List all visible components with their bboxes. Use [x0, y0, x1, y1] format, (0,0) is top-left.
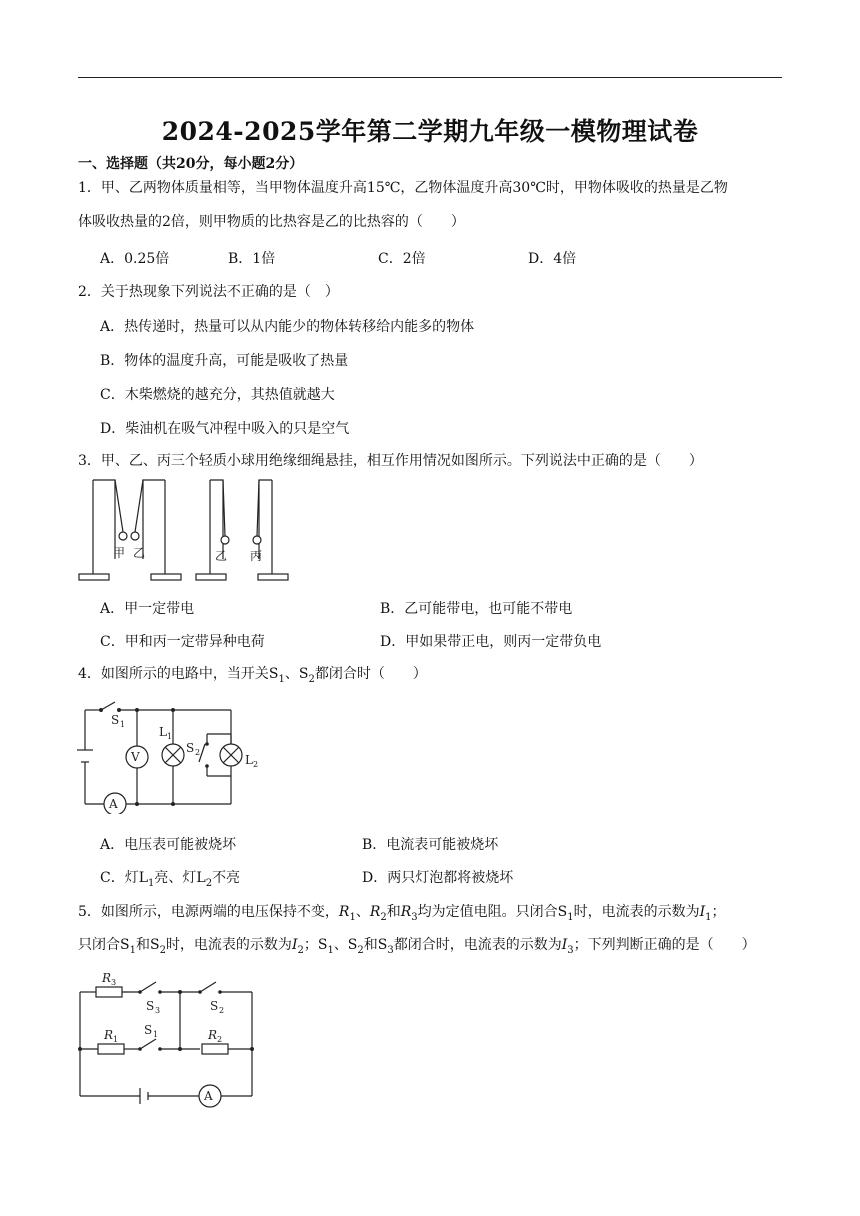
- q4-option-a[interactable]: A．电压表可能被烧坏: [100, 837, 237, 853]
- q5-sub: 3: [411, 911, 418, 923]
- q5-sub: 1: [567, 911, 574, 923]
- q4-s2-sub: 2: [195, 748, 201, 757]
- q5-var: I: [291, 937, 298, 953]
- q4-stem-part: 都闭合时（ ）: [314, 666, 427, 682]
- exam-title: 2024-2025学年第二学期九年级一模物理试卷: [161, 117, 699, 146]
- q5-text: 和S: [363, 937, 388, 953]
- q3-figure-charged-balls: [75, 474, 295, 586]
- q5-sub: 1: [129, 944, 136, 956]
- q4-option-b[interactable]: B．电流表可能被烧坏: [362, 837, 499, 853]
- header-rule: [78, 77, 782, 78]
- q4-stem: [78, 664, 427, 690]
- q5-s2-sub: 2: [219, 1006, 225, 1015]
- q3-base-3: [196, 574, 226, 580]
- q3-ball-bing: [253, 536, 261, 544]
- q5-stem-line2: [78, 935, 756, 961]
- q5-ammeter-label: A: [204, 1089, 213, 1103]
- q2-stem: 2．关于热现象下列说法不正确的是（ ）: [78, 284, 339, 300]
- q5-var: I: [699, 904, 706, 920]
- q5-resistor-r3: [96, 987, 122, 997]
- q3-option-c[interactable]: C．甲和丙一定带异种电荷: [100, 634, 265, 650]
- q4-option-c-sub: 2: [205, 877, 213, 889]
- q4-voltmeter-label: V: [131, 750, 140, 764]
- q5-stem-line1: [78, 902, 726, 928]
- q5-sub: 1: [327, 944, 334, 956]
- q5-text: ；下列判断正确的是（ ）: [573, 937, 756, 953]
- q5-text: ；: [711, 904, 726, 920]
- q2-option-d[interactable]: D．柴油机在吸气冲程中吸入的只是空气: [100, 421, 350, 437]
- q5-text: 、: [355, 904, 370, 920]
- q3-label-yi-2: 乙: [215, 549, 228, 563]
- q5-text: 只闭合S: [78, 937, 130, 953]
- q1-option-d[interactable]: D．4倍: [528, 251, 577, 267]
- q4-l2-sub: 2: [253, 760, 259, 769]
- section-heading: 一、选择题（共20分，每小题2分）: [78, 156, 304, 172]
- q5-r1-sub: 1: [113, 1035, 119, 1044]
- q5-r1-label: R: [104, 1028, 114, 1042]
- q5-text: 和S: [135, 937, 160, 953]
- q1-option-c[interactable]: C．2倍: [378, 251, 426, 267]
- q3-label-yi: 乙: [133, 546, 146, 560]
- q4-option-c-sub: 1: [148, 877, 155, 889]
- q5-figure-circuit: [72, 968, 264, 1108]
- q5-sub: 1: [349, 911, 356, 923]
- q4-s1-sub: 1: [120, 720, 126, 729]
- q5-resistor-r1: [98, 1044, 124, 1054]
- q4-s1-label: S: [111, 713, 120, 727]
- q3-ball-yi-2: [221, 536, 229, 544]
- q5-text: 均为定值电阻。只闭合S: [417, 904, 568, 920]
- q5-sub: 1: [705, 911, 712, 923]
- q3-label-jia: 甲: [113, 546, 126, 560]
- q3-base-4: [258, 574, 288, 580]
- q5-sub: 3: [567, 944, 574, 956]
- q3-ball-jia: [119, 532, 127, 540]
- q3-base-1: [79, 574, 109, 580]
- q3-label-bing: 丙: [250, 549, 263, 563]
- q5-switch-s3-blade: [140, 982, 156, 992]
- q4-l1-label: L: [159, 725, 167, 739]
- q5-switch-s1-blade: [140, 1039, 156, 1049]
- q5-r2-label: R: [208, 1028, 218, 1042]
- q1-option-b[interactable]: B．1倍: [228, 251, 276, 267]
- q1-stem-line1: 1．甲、乙两物体质量相等，当甲物体温度升高15℃，乙物体温度升高30℃时，甲物体吸收的热量是乙物: [78, 180, 728, 196]
- q5-text: ；S: [303, 937, 328, 953]
- q4-s2-label: S: [186, 741, 195, 755]
- q5-sub: 2: [297, 944, 304, 956]
- q1-stem-line2: 体吸收热量的2倍，则甲物质的比热容是乙的比热容的（ ）: [78, 214, 465, 230]
- q5-s1-sub: 1: [153, 1030, 159, 1039]
- q4-switch-s1-blade: [101, 702, 115, 710]
- q3-option-d[interactable]: D．甲如果带正电，则丙一定带负电: [380, 634, 602, 650]
- q4-option-d[interactable]: D．两只灯泡都将被烧坏: [362, 870, 514, 886]
- q3-base-2: [151, 574, 181, 580]
- q5-text: 、S: [333, 937, 358, 953]
- q5-sub: 3: [387, 944, 394, 956]
- q4-option-c-part: C．灯L: [100, 870, 149, 886]
- q5-text: 5．如图所示，电源两端的电压保持不变，: [78, 904, 339, 920]
- q4-stem-sub: 1: [278, 673, 285, 685]
- q5-resistor-r2: [202, 1044, 228, 1054]
- q5-var: R: [369, 904, 381, 920]
- q5-var: I: [561, 937, 568, 953]
- q5-s3-sub: 3: [155, 1006, 161, 1015]
- q2-option-c[interactable]: C．木柴燃烧的越充分，其热值就越大: [100, 387, 335, 403]
- q5-text: 时，电流表的示数为: [573, 904, 700, 920]
- q4-figure-circuit: [75, 694, 275, 814]
- q3-option-b[interactable]: B．乙可能带电，也可能不带电: [380, 601, 573, 617]
- q5-text: 都闭合时，电流表的示数为: [393, 937, 562, 953]
- q5-var: R: [400, 904, 412, 920]
- q5-sub: 2: [159, 944, 166, 956]
- q5-sub: 2: [380, 911, 387, 923]
- q5-switch-s2-blade: [200, 982, 216, 992]
- q5-r3-sub: 3: [111, 978, 117, 987]
- q2-option-a[interactable]: A．热传递时，热量可以从内能少的物体转移给内能多的物体: [100, 319, 475, 335]
- q2-option-b[interactable]: B．物体的温度升高，可能是吸收了热量: [100, 353, 349, 369]
- q5-sub: 2: [357, 944, 364, 956]
- q5-s2-label: S: [210, 999, 219, 1013]
- q4-option-c-part: 不亮: [212, 870, 241, 886]
- q4-ammeter-label: A: [109, 797, 118, 811]
- q4-stem-part: 、S: [284, 666, 309, 682]
- q5-r2-sub: 2: [217, 1035, 223, 1044]
- q5-s1-label: S: [144, 1023, 153, 1037]
- q4-option-c[interactable]: [100, 867, 240, 889]
- q4-option-c-part: 亮、灯L: [154, 870, 206, 886]
- q5-r3-label: R: [102, 971, 112, 985]
- q3-option-a[interactable]: A．甲一定带电: [100, 601, 195, 617]
- q4-stem-sub: 2: [308, 673, 315, 685]
- q5-s3-label: S: [146, 999, 155, 1013]
- q5-text: 和: [386, 904, 401, 920]
- q5-text: 时，电流表的示数为: [165, 937, 292, 953]
- q3-ball-yi: [131, 532, 139, 540]
- q1-option-a[interactable]: A．0.25倍: [100, 251, 170, 267]
- q4-l1-sub: 1: [167, 732, 173, 741]
- q5-var: R: [338, 904, 350, 920]
- q4-l2-label: L: [245, 753, 253, 767]
- q4-stem-part: 4．如图所示的电路中，当开关S: [78, 666, 279, 682]
- q3-stem: 3．甲、乙、丙三个轻质小球用绝缘细绳悬挂，相互作用情况如图所示。下列说法中正确的是（ ）: [78, 453, 703, 469]
